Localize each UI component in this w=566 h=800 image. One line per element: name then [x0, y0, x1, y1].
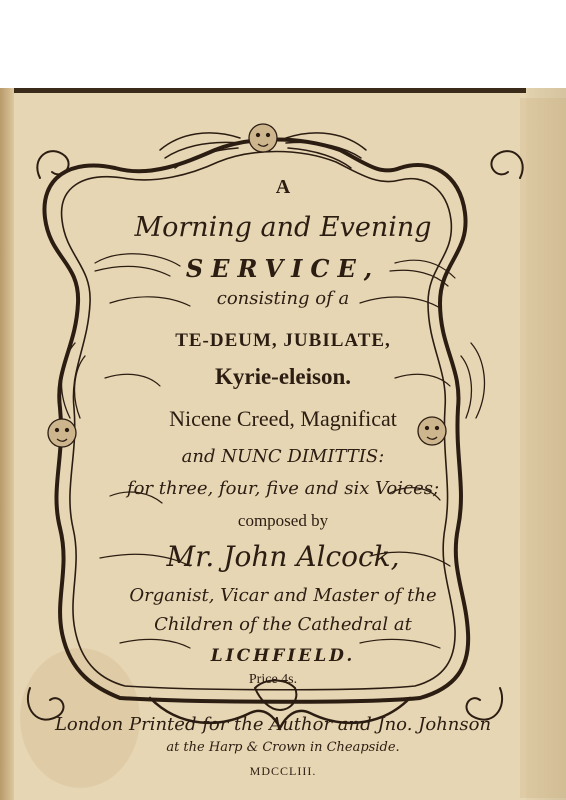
subtitle-tedeum: TE-DEUM, JUBILATE, — [175, 330, 391, 351]
author-title-line2: Children of the Cathedral at — [154, 614, 412, 635]
subtitle-kyrie: Kyrie-eleison. — [214, 364, 352, 389]
author-name: Mr. John Alcock, — [166, 540, 400, 573]
title-letter-a: A — [275, 176, 291, 198]
composed-by: composed by — [237, 511, 329, 530]
title-page — [0, 88, 566, 800]
subtitle-nunc: and NUNC DIMITTIS: — [181, 446, 385, 467]
subtitle-nicene: Nicene Creed, Magnificat — [169, 406, 397, 431]
imprint-address: at the Harp & Crown in Cheapside. — [166, 740, 400, 755]
wing-left — [160, 133, 240, 168]
imprint-date: MDCCLIII. — [249, 764, 317, 778]
imprint-printer: London Printed for the Author and Jno. Johnson — [54, 714, 492, 735]
title-service: SERVICE, — [185, 254, 381, 283]
place-name: LICHFIELD. — [210, 646, 356, 666]
title-morning-evening: Morning and Evening — [134, 212, 432, 243]
flourish-icon — [491, 151, 522, 178]
price-label: Price 4s. — [248, 672, 298, 687]
subtitle-voices: for three, four, five and six Voices; — [126, 478, 440, 499]
cherub-icon — [249, 124, 277, 152]
author-title-line1: Organist, Vicar and Master of the — [129, 585, 437, 606]
subtitle-consisting: consisting of a — [216, 288, 350, 309]
wing-right — [286, 133, 366, 168]
